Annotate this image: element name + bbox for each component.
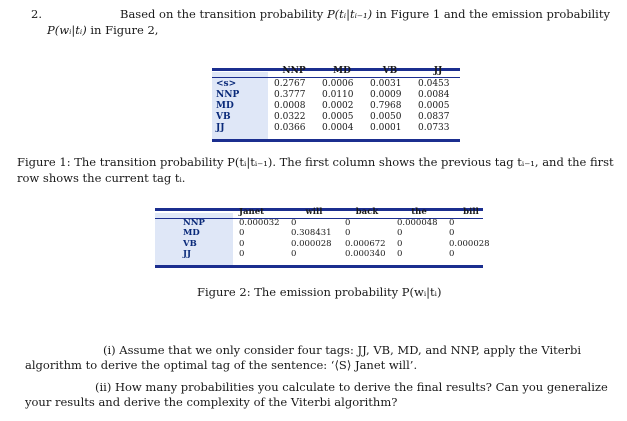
intro-text-post2: in Figure 2, [90, 23, 159, 37]
figure1-bottom-rule [212, 139, 460, 142]
figure1-cell: 0.0002 [322, 101, 354, 111]
figure2-cell: 0.000028 [449, 238, 490, 249]
intro-text-post: in Figure 1 and the emission probability [375, 7, 610, 21]
figure2-cell: 0 [291, 217, 297, 228]
figure1-cell: 0.0837 [418, 112, 450, 122]
question-number: 2. [31, 7, 42, 21]
figure1-cell: 0.0050 [370, 112, 402, 122]
figure1-cell: 0.0004 [322, 123, 354, 133]
figure1-cell: 0.0031 [370, 79, 402, 89]
figure1-table [212, 66, 462, 134]
figure2-bottom-rule [155, 265, 483, 268]
part-ii-line2: your results and derive the complexity of the Viterbi algorithm? [25, 395, 398, 409]
figure1-cell: 0.0006 [322, 79, 354, 89]
figure1-cell: 0.0005 [418, 101, 450, 111]
figure1-cell: 0.2767 [274, 79, 306, 89]
figure2-row-label: MD [183, 228, 200, 238]
figure2-col-header: the [411, 207, 427, 217]
figure1-row [212, 101, 462, 112]
figure2-cell: 0.000028 [291, 238, 332, 249]
figure1-row [212, 79, 462, 90]
figure1-cell: 0.0110 [322, 90, 354, 100]
figure1-caption-line1: Figure 1: The transition probability P(tᵢ|tᵢ₋₁). The first column shows the previous tag tᵢ₋₁, and the first [17, 155, 614, 169]
figure2-cell: 0 [239, 228, 245, 238]
figure1-col-header: JJ [433, 66, 443, 76]
figure1-cell: 0.3777 [274, 90, 306, 100]
figure1-row-label: MD [216, 101, 234, 111]
figure2-cell: 0.000032 [239, 217, 280, 228]
intro-math-emission: P(wᵢ|tᵢ) [47, 23, 87, 37]
figure1-cell: 0.0366 [274, 123, 306, 133]
figure2-cell: 0 [397, 228, 403, 238]
question-intro-line1 [120, 7, 610, 22]
figure2-col-header: will [305, 207, 323, 217]
figure2-row [155, 218, 497, 229]
figure1-caption-line2: row shows the current tag tᵢ. [17, 171, 186, 185]
figure2-cell: 0 [291, 249, 297, 259]
figure1-row-label: NNP [216, 90, 240, 100]
figure2-cell: 0 [345, 228, 351, 238]
figure2-row [155, 249, 497, 260]
figure2-col-header: bill [463, 207, 479, 217]
intro-math-transition: P(tᵢ|tᵢ₋₁) [326, 7, 373, 21]
figure2-cell: 0 [397, 238, 403, 249]
figure1-row-label: JJ [216, 123, 225, 133]
figure1-corner-cell [212, 66, 270, 77]
figure1-col-header: MD [333, 66, 351, 76]
part-i-line1: (i) Assume that we only consider four tags: JJ, VB, MD, and NNP, apply the Viterbi [103, 343, 582, 357]
part-ii-line1: (ii) How many probabilities you calculate to derive the final results? Can you generalize [95, 380, 608, 394]
figure1-col-header: NNP [282, 66, 306, 76]
figure2-row-label: NNP [183, 217, 205, 228]
figure1-cell: 0.7968 [370, 101, 402, 111]
figure2-row-label: VB [183, 238, 197, 249]
figure2-row [155, 228, 497, 239]
figure2-corner-cell [155, 207, 235, 218]
figure1-cell: 0.0009 [370, 90, 402, 100]
figure2-cell: 0 [397, 249, 403, 259]
figure2-cell: 0.308431 [291, 228, 332, 238]
figure2-cell: 0.000340 [345, 249, 386, 259]
figure1-cell: 0.0001 [370, 123, 402, 133]
figure1-cell: 0.0322 [274, 112, 306, 122]
figure2-cell: 0.000048 [397, 217, 438, 228]
figure1-row [212, 112, 462, 123]
figure1-cell: 0.0733 [418, 123, 450, 133]
figure1-cell: 0.0084 [418, 90, 450, 100]
figure1-row [212, 123, 462, 134]
figure2-cell: 0.000672 [345, 238, 386, 249]
figure2-col-header: back [355, 207, 379, 217]
figure2-table [155, 207, 497, 260]
figure1-cell: 0.0005 [322, 112, 354, 122]
figure1-row-label: VB [216, 112, 231, 122]
figure2-header-row [155, 207, 497, 218]
figure1-header-row [212, 66, 462, 77]
figure1-cell: 0.0008 [274, 101, 306, 111]
figure2-row [155, 239, 497, 250]
intro-text-pre: Based on the transition probability [120, 7, 324, 21]
figure2-caption: Figure 2: The emission probability P(wᵢ|tᵢ) [197, 285, 442, 299]
part-i-line2: algorithm to derive the optimal tag of the sentence: ‘⟨S⟩ Janet will’. [25, 358, 418, 372]
figure2-col-header: Janet [239, 207, 265, 217]
figure2-cell: 0 [449, 217, 455, 228]
figure2-cell: 0 [239, 249, 245, 259]
figure2-row-label: JJ [183, 249, 192, 259]
figure2-cell: 0 [239, 238, 245, 249]
figure1-row-label: <s> [216, 79, 237, 89]
figure1-col-header: VB [382, 66, 398, 76]
figure1-row [212, 90, 462, 101]
figure2-cell: 0 [449, 228, 455, 238]
figure2-cell: 0 [449, 249, 455, 259]
figure2-cell: 0 [345, 217, 351, 228]
question-intro-line2 [47, 23, 158, 38]
figure1-cell: 0.0453 [418, 79, 450, 89]
